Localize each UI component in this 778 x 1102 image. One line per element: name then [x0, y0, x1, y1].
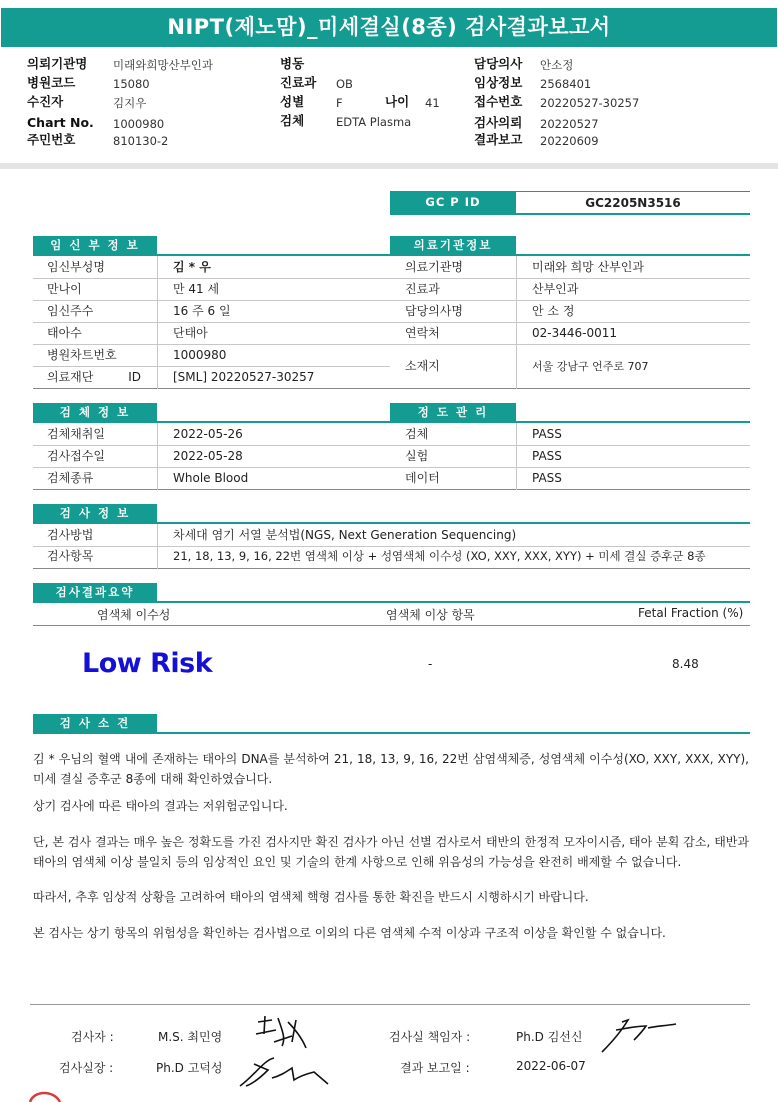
- pregnant-row-label: 태아수: [47, 326, 82, 340]
- specimen-row-value: 2022-05-26: [173, 427, 243, 441]
- institution-row-value: 안 소 정: [532, 304, 575, 318]
- test-row-label: 검사항목: [47, 549, 94, 563]
- header-value: 20220609: [540, 134, 599, 148]
- specimen-row-value: 2022-05-28: [173, 449, 243, 463]
- header-label: 접수번호: [474, 94, 523, 109]
- institution-row-label: 소재지: [405, 359, 440, 373]
- header-label: 검체: [280, 113, 305, 128]
- finding-paragraph: 본 검사는 상기 항목의 위험성을 확인하는 검사법으로 이외의 다른 염색체 수적 이상과 구조적 이상을 확인할 수 없습니다.: [33, 926, 666, 940]
- header-value: EDTA Plasma: [336, 115, 412, 129]
- fetal-fraction-value: 8.48: [672, 657, 699, 671]
- section-rule: [390, 254, 750, 256]
- summary-col-abnormal: 염색체 이상 항목: [386, 608, 475, 622]
- header-value: 20220527: [540, 117, 599, 131]
- pregnant-row-label: 병원차트번호: [47, 348, 117, 362]
- institution-row-value: 02-3446-0011: [532, 326, 618, 340]
- report-date-value: 2022-06-07: [516, 1059, 586, 1073]
- section-rule: [33, 254, 390, 256]
- gcpid-value: GC2205N3516: [516, 191, 750, 213]
- row-divider: [33, 625, 750, 626]
- finding-paragraph: 따라서, 추후 임상적 상황을 고려하여 태아의 염색체 핵형 검사를 통한 확진을 반드시 시행하시기 바랍니다.: [33, 890, 589, 904]
- header-label: 의뢰기관명: [27, 56, 88, 71]
- pregnant-row-value: 김 * 우: [173, 260, 211, 274]
- header-value: 2568401: [540, 77, 592, 91]
- responsible-name: Ph.D 김선신: [516, 1030, 583, 1044]
- pregnant-row-label: 의료재단 ID: [47, 370, 141, 384]
- header-value: 810130-2: [113, 134, 169, 148]
- header-value: 김지우: [113, 96, 147, 110]
- header-label: 검사의뢰: [474, 115, 523, 130]
- header-label: 성별: [280, 94, 305, 109]
- gcpid-label: GC P ID: [390, 191, 516, 213]
- row-divider: [33, 489, 390, 490]
- stamp-edge: [28, 1086, 62, 1102]
- gcpid-underline: [390, 213, 750, 215]
- header-label: 임상정보: [474, 75, 523, 90]
- tester-name: M.S. 최민영: [158, 1030, 223, 1044]
- column-divider: [157, 423, 158, 490]
- qc-row-value: PASS: [532, 471, 562, 485]
- age-value: 41: [425, 96, 440, 110]
- test-section-title: 검 사 정 보: [33, 504, 157, 523]
- specimen-row-value: Whole Blood: [173, 471, 249, 485]
- pregnant-row-value: 만 41 세: [173, 282, 220, 296]
- header-label: 결과보고: [474, 132, 523, 147]
- pregnant-row-value: 1000980: [173, 348, 227, 362]
- finding-paragraph: 김 * 우님의 혈액 내에 존재하는 태아의 DNA를 분석하여 21, 18, 13, 9, 16, 22번 삼염색체증, 성염색체 이수성(XO, XXY, XXX, XYY), 미세 결실 증후군 8종에 대해 확인하였습니다.: [33, 752, 749, 786]
- institution-row-label: 의료기관명: [405, 260, 463, 274]
- column-divider: [516, 423, 517, 490]
- row-divider: [390, 344, 750, 345]
- institution-row-label: 진료과: [405, 282, 440, 296]
- pregnant-section-title: 임 신 부 정 보: [33, 236, 157, 255]
- header-value: 1000980: [113, 117, 165, 131]
- lab-head-label: 검사실장 :: [59, 1061, 114, 1075]
- summary-section-title: 검사결과요약: [33, 583, 157, 602]
- summary-col-aneuploidy: 염색체 이수성: [97, 608, 171, 622]
- institution-section-title: 의료기관정보: [390, 236, 516, 255]
- header-value: OB: [336, 77, 353, 91]
- responsible-signature: [598, 1012, 682, 1056]
- row-divider: [33, 388, 390, 389]
- tester-label: 검사자 :: [71, 1030, 114, 1044]
- header-divider: [0, 163, 778, 169]
- pregnant-row-label: 임신주수: [47, 304, 94, 318]
- specimen-row-label: 검체종류: [47, 471, 94, 485]
- pregnant-row-value: 단태아: [173, 326, 208, 340]
- responsible-label: 검사실 책임자 :: [389, 1030, 471, 1044]
- header-value: F: [336, 96, 343, 110]
- qc-row-label: 검체: [405, 427, 429, 441]
- section-rule: [33, 601, 750, 603]
- institution-row-value: 미래와 희망 산부인과: [532, 260, 644, 274]
- report-date-label: 결과 보고일 :: [400, 1061, 470, 1075]
- finding-paragraph: 단, 본 검사 결과는 매우 높은 정확도를 가진 검사지만 확진 검사가 아닌 선별 검사로서 태반의 한정적 모자이시즘, 태아 분획 감소, 태반과 태아의 염색체 이상 불일치 등의 임상적인 요인 및 기술의 한계 사항으로 인해 위음성의 가능성을 완전히 배제할 수 없습니다.: [33, 835, 749, 869]
- header-label: 진료과: [280, 75, 317, 90]
- specimen-section-title: 검 체 정 보: [33, 403, 157, 422]
- findings-section-title: 검 사 소 견: [33, 714, 157, 733]
- qc-section-title: 정 도 관 리: [390, 403, 516, 422]
- institution-row-value: 서울 강남구 언주로 707: [532, 360, 649, 373]
- section-rule: [33, 732, 750, 734]
- qc-row-label: 실험: [405, 449, 429, 463]
- section-rule: [390, 421, 750, 423]
- column-divider: [157, 256, 158, 389]
- header-value: 미래와희망산부인과: [113, 58, 213, 72]
- age-label: 나이: [385, 94, 410, 109]
- header-value: 15080: [113, 77, 150, 91]
- pregnant-row-label: 만나이: [47, 282, 82, 296]
- row-divider: [390, 388, 750, 389]
- column-divider: [157, 524, 158, 569]
- risk-result: Low Risk: [82, 648, 213, 679]
- institution-row-value: 산부인과: [532, 282, 579, 296]
- header-label: 병원코드: [27, 75, 76, 90]
- row-divider: [390, 489, 750, 490]
- qc-row-value: PASS: [532, 449, 562, 463]
- qc-row-value: PASS: [532, 427, 562, 441]
- report-title: NIPT(제노맘)_미세결실(8종) 검사결과보고서: [1, 8, 777, 47]
- header-label: 담당의사: [474, 56, 523, 71]
- row-divider: [33, 568, 750, 569]
- header-label: 병동: [280, 56, 305, 71]
- test-row-label: 검사방법: [47, 528, 94, 542]
- institution-row-label: 연락처: [405, 326, 440, 340]
- specimen-row-label: 검체채취일: [47, 427, 105, 441]
- signature-divider: [30, 1004, 750, 1005]
- section-rule: [33, 421, 390, 423]
- qc-row-label: 데이터: [405, 471, 440, 485]
- lab-head-name: Ph.D 고덕성: [156, 1061, 223, 1075]
- pregnant-row-label: 임신부성명: [47, 260, 105, 274]
- header-value: 20220527-30257: [540, 96, 640, 110]
- tester-signature: [252, 1012, 312, 1054]
- abnormal-value: -: [428, 657, 433, 671]
- section-rule: [33, 522, 750, 524]
- header-value: 안소정: [540, 58, 574, 72]
- header-label: 주민번호: [27, 132, 76, 147]
- pregnant-row-value: [SML] 20220527-30257: [173, 370, 315, 384]
- pregnant-row-value: 16 주 6 일: [173, 304, 231, 318]
- specimen-row-label: 검사접수일: [47, 449, 105, 463]
- test-row-value: 21, 18, 13, 9, 16, 22번 염색체 이상 + 성염색체 이수성 (XO, XXY, XXX, XYY) + 미세 결실 증후군 8종: [173, 549, 706, 563]
- header-label: 수진자: [27, 94, 64, 109]
- lab-head-signature: [234, 1050, 334, 1092]
- column-divider: [516, 256, 517, 389]
- finding-paragraph: 상기 검사에 따른 태아의 결과는 저위험군입니다.: [33, 799, 288, 813]
- summary-col-fetal-fraction: Fetal Fraction (%): [638, 606, 744, 620]
- test-row-value: 차세대 염기 서열 분석법(NGS, Next Generation Sequencing): [173, 528, 517, 542]
- institution-row-label: 담당의사명: [405, 304, 463, 318]
- header-label: Chart No.: [27, 115, 94, 130]
